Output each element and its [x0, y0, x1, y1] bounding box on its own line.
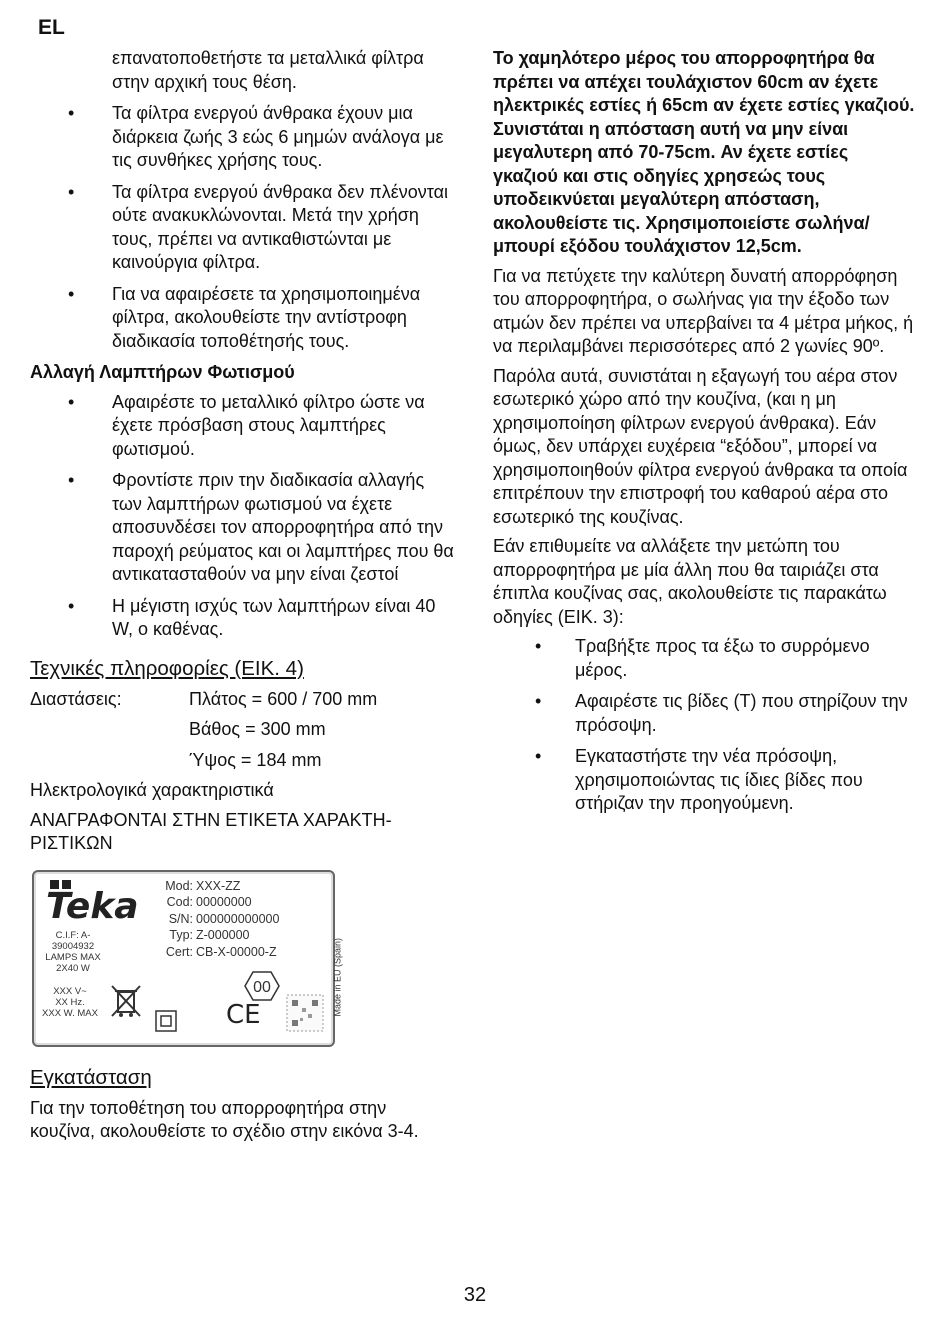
lamps-list	[30, 391, 455, 642]
dimensions	[30, 688, 455, 773]
list-item: • Φροντίστε πριν την διαδικασία αλλαγής των λαμπτήρων φωτισμού να έχετε αποσυνδέσει τον απορροφητήρα από την παροχή ρεύματος και οι λαμπτήρες που θα αντικατασταθούν να μην είναι ζεστοί	[30, 469, 455, 587]
label-field-row: Cert: CB-X-00000-Z	[165, 944, 277, 959]
teka-logo-icon	[44, 880, 154, 922]
made-in-text: Made in EU (Spain)	[333, 937, 343, 1017]
page-number: 32	[463, 1284, 487, 1306]
ce-mark-icon: CE	[226, 999, 261, 1030]
duct-paragraph: Για να πετύχετε την καλύτερη δυνατή απορρόφηση του απορροφητήρα, ο σωλήνας για την έξοδο των ατμών δεν πρέπει να υπερβαίνει τα 4 μέτρα μήκος, ή να περιλαμβάνει περισσότερες από 2 γωνίες 90º.	[493, 265, 914, 356]
installation-heading: Εγκατάσταση	[30, 1065, 152, 1089]
list-item: • Εγκαταστήστε την νέα πρόσοψη, χρησιμοποιώντας τις ίδιες βίδες που στήριζαν την προηγούμενη.	[493, 745, 918, 816]
electrical-text: Ηλεκτρολογικά χαρακτηριστικά	[30, 780, 274, 800]
hexagon-text: 00	[253, 978, 271, 996]
list-item: • Αφαιρέστε το μεταλλικό φίλτρο ώστε να έχετε πρόσβαση στους λαμπτήρες φωτισμού.	[30, 391, 455, 462]
qr-code-icon	[286, 994, 324, 1032]
watt-max-text: XXX W. MAX	[42, 1007, 98, 1019]
approval-hexagon-icon	[244, 970, 280, 1002]
distance-warning: Το χαμηλότερο μέρος του απορροφητήρα θα πρέπει να απέχει τουλάχιστον 60cm αν έχετε ηλεκτρικές εστίες ή 65cm αν έχετε εστίες γκαζιού. Συνιστάται η απόσταση αυτή να μην είναι μεγαλυτερη από 70-75cm. Αν έχετε εστίες γκαζιού και στις οδηγίες χρησεώς τους υποδεικνύεται μεγαλύτερη απόσταση, ακολουθείστε τις. Χρησιμοποιείστε σωλήνα/μπουρί εξόδου τουλάχιστον 12,5cm.	[493, 48, 915, 256]
dimensions-label: Διαστάσεις:	[30, 688, 122, 709]
label-fields	[156, 878, 279, 961]
rating-label-image	[32, 870, 343, 1047]
dimension-depth: Βάθος = 300 mm	[189, 719, 326, 739]
tech-info-heading: Τεχνικές πληροφορίες (ΕΙΚ. 4)	[30, 656, 304, 680]
label-field-row: Cod: 00000000	[166, 895, 252, 909]
front-panel-list	[493, 635, 918, 816]
list-item: • Τραβήξτε προς τα έξω το συρρόμενο μέρος.	[493, 635, 918, 682]
lamps-watt-text: 2X40 W	[56, 962, 90, 974]
left-column	[30, 47, 455, 1144]
label-field-row: Typ: Z-000000	[169, 928, 250, 942]
language-code: EL	[38, 16, 65, 39]
list-item: • Η μέγιστη ισχύς των λαμπτήρων είναι 40 W, ο καθένας.	[30, 595, 455, 642]
double-insulation-icon	[155, 1010, 177, 1032]
front-panel-paragraph: Εάν επιθυμείτε να αλλάξετε την μετώπη του απορροφητήρα με μία άλλη που θα ταιριάζει στα έπιπλα κουζίνας σας, ακολουθείστε τις παρακάτω οδηγίες (ΕΙΚ. 3):	[493, 536, 887, 627]
list-item: • Τα φίλτρα ενεργού άνθρακα δεν πλένονται ούτε ανακυκλώνονται. Μετά την χρήση τους, πρέπει να αντικαθιστώνται με καινούργια φίλτρα.	[30, 181, 455, 275]
filter-continued-text: επανατοποθετήστε τα μεταλλικά φίλτρα στην αρχική τους θέση.	[112, 48, 424, 92]
extraction-paragraph: Παρόλα αυτά, συνιστάται η εξαγωγή του αέρα στον εσωτερικό χώρο από την κουζίνα, (και η μη χρησιμοποίηση φίλτρων ενεργού άνθρακα). Εάν όμως, δεν υπάρχει ευχέρεια “εξόδου”, μπορεί να χρησιμοποιηθούν φίλτρα ενεργού άνθρακα τα οποία επιτρέπουν την επιστροφή του καθαρού αέρα στο εσωτερικό της κουζίνας.	[493, 365, 908, 527]
brand-text: Teka	[46, 885, 139, 922]
weee-bin-icon	[110, 982, 144, 1022]
voltage-text: XXX V~	[53, 985, 87, 997]
list-item: • Τα φίλτρα ενεργού άνθρακα έχουν μια διάρκεια ζωής 3 εώς 6 μημών ανάλογα με τις συνθήκες χρήσης τους.	[30, 102, 455, 173]
label-field-row: S/N: 000000000000	[168, 911, 280, 926]
frequency-text: XX Hz.	[55, 996, 85, 1008]
dimension-height: Ύψος = 184 mm	[189, 749, 322, 770]
filter-list	[30, 102, 455, 353]
lamps-max-text: LAMPS MAX	[45, 951, 101, 963]
dimension-width: Πλάτος = 600 / 700 mm	[189, 688, 378, 709]
lamps-heading: Αλλαγή Λαμπτήρων Φωτισμού	[30, 362, 295, 382]
label-field-row: Mod: XXX-ZZ	[165, 878, 241, 893]
list-item: • Αφαιρέστε τις βίδες (T) που στηρίζουν την πρόσοψη.	[493, 690, 918, 737]
installation-text: Για την τοποθέτηση του απορροφητήρα στην κουζίνα, ακολουθείστε το σχέδιο στην εικόνα 3-4.	[30, 1097, 419, 1141]
rating-note: ΑΝΑΓΡΑΦΟΝΤΑΙ ΣΤΗΝ ΕΤΙΚΕΤΑ ΧΑΡΑΚΤΗ-ΡΙΣΤΙΚΩΝ	[30, 809, 392, 853]
list-item: • Για να αφαιρέσετε τα χρησιμοποιημένα φίλτρα, ακολουθείστε την αντίστροφη διαδικασία τοποθέτησής τους.	[30, 283, 455, 354]
cif-text: C.I.F: A-39004932	[51, 929, 95, 952]
right-column	[493, 47, 918, 824]
